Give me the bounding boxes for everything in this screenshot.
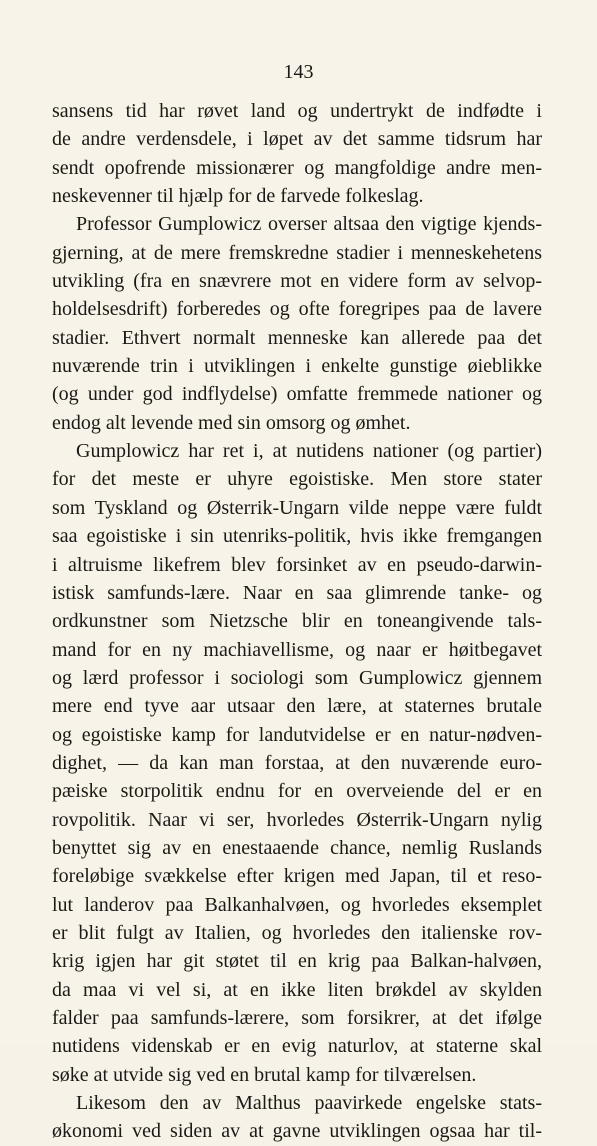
- text-line: utvikling (fra en snævrere mot en videre form av selvop-: [52, 270, 542, 293]
- text-line: nuværende trin i utviklingen i enkelte gunstige øieblikke: [52, 355, 542, 378]
- text-line: sansens tid har røvet land og undertrykt de indfødte i: [52, 100, 542, 122]
- text-line: holdelsesdrift) forberedes og ofte foregripes paa de lavere: [52, 298, 542, 321]
- text-line: foreløbige svækkelse efter krigen med Japan, til et reso-: [52, 865, 542, 888]
- text-line: benyttet sig av en enestaaende chance, nemlig Ruslands: [52, 836, 542, 859]
- text-line: mand for en ny machiavellisme, og naar er høitbegavet: [52, 638, 542, 661]
- paragraph-start-line: Professor Gumplowicz overser altsaa den vigtige kjends-: [76, 213, 542, 236]
- text-line: stadier. Ethvert normalt menneske kan allerede paa det: [52, 326, 542, 349]
- paragraph-start-line: Gumplowicz har ret i, at nutidens nationer (og partier): [76, 440, 542, 463]
- text-line: nutidens videnskab er en evig naturlov, at staterne skal: [52, 1035, 542, 1058]
- text-line: og egoistiske kamp for landutvidelse er en natur-nødven-: [52, 723, 542, 746]
- text-line: istisk samfunds-lære. Naar en saa glimrende tanke- og: [52, 581, 542, 604]
- text-line: falder paa samfunds-lærere, som forsikrer, at det ifølge: [52, 1007, 542, 1029]
- text-line: økonomi ved siden av at gavne utviklingen ogsaa har til-: [52, 1120, 542, 1143]
- text-line: og lærd professor i sociologi som Gumplowicz gjennem: [52, 666, 542, 689]
- text-line: gjerning, at de mere fremskredne stadier i menneskehetens: [52, 241, 542, 264]
- text-line: søke at utvide sig ved en brutal kamp for tilværelsen.: [52, 1063, 477, 1086]
- text-line: dighet, — da kan man forstaa, at den nuværende euro-: [52, 751, 542, 774]
- paragraph-start-line: Likesom den av Malthus paavirkede engelske stats-: [76, 1092, 542, 1115]
- text-line: for det meste er uhyre egoistiske. Men store stater: [52, 468, 542, 491]
- text-line: sendt opofrende missionærer og mangfoldige andre men-: [52, 156, 542, 179]
- text-line: (og under god indflydelse) omfatte fremmede nationer og: [52, 383, 542, 406]
- text-line: ordkunstner som Nietzsche blir en toneangivende tals-: [52, 610, 542, 633]
- text-line: de andre verdensdele, i løpet av det samme tidsrum har: [52, 128, 542, 151]
- text-line: krig igjen har git støtet til en krig paa Balkan-halvøen,: [52, 950, 542, 973]
- text-line: rovpolitik. Naar vi ser, hvorledes Østerrik-Ungarn nylig: [52, 808, 542, 831]
- text-line: lut landerov paa Balkanhalvøen, og hvorledes eksemplet: [52, 893, 542, 916]
- text-line: da maa vi vel si, at en ikke liten brøkdel av skylden: [52, 978, 542, 1001]
- text-line: som Tyskland og Østerrik-Ungarn vilde neppe være fuldt: [52, 496, 542, 519]
- text-line: pæiske storpolitik endnu for en overveiende del er en: [52, 780, 542, 803]
- text-line: i altruisme likefrem blev forsinket av en pseudo-darwin-: [52, 553, 542, 576]
- body-text: [52, 97, 542, 1146]
- text-line: er blit fulgt av Italien, og hvorledes den italienske rov-: [52, 921, 542, 944]
- text-line: neskevenner til hjælp for de farvede folkeslag.: [52, 185, 424, 208]
- text-line: mere end tyve aar utsaar den lære, at staternes brutale: [52, 695, 542, 718]
- text-line: saa egoistiske i sin utenriks-politik, hvis ikke fremgangen: [52, 525, 542, 548]
- page-number: 143: [283, 61, 314, 83]
- text-line: endog alt levende med sin omsorg og ømhet.: [52, 411, 411, 434]
